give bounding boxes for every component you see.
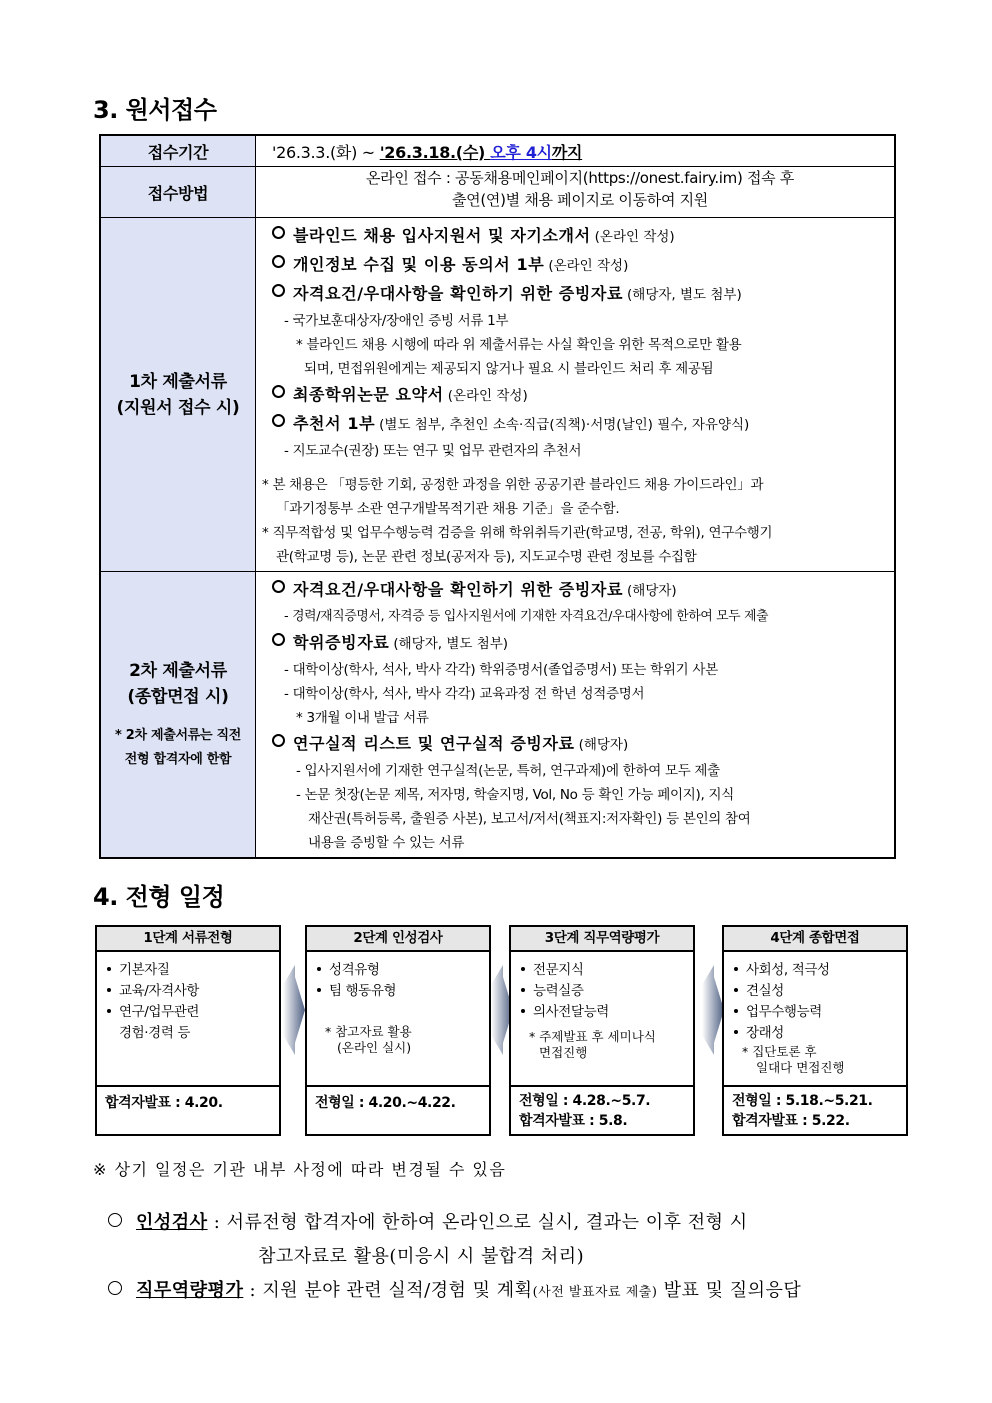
competency-eval-text-a: : 지원 분야 관련 실적/경험 및 계획 [243,1280,533,1301]
stage-bullet: 사회성, 적극성 [732,960,906,981]
stage-bullet: 연구/업무관련 [105,1002,279,1023]
schedule-change-notice: ※ 상기 일정은 기관 내부 사정에 따라 변경될 수 있음 [93,1160,507,1179]
circle-bullet-icon [272,734,285,747]
circle-bullet-icon [108,1281,122,1295]
stage-bullet: 능력실증 [519,981,693,1002]
method-value [256,167,896,218]
bullet-dot-icon [317,967,321,971]
second-docs-label-note2: 전형 합격자에 한함 [124,751,232,767]
chevron-arrow-icon [281,965,305,1055]
section-title-schedule: 4. 전형 일정 [93,883,225,911]
stage-header: 4단계 종합면접 [724,927,906,952]
competency-eval-description [108,1276,801,1302]
stage-bullet: 기본자질 [105,960,279,981]
stage-header: 2단계 인성검사 [307,927,489,952]
chevron-arrow-icon [700,965,724,1055]
data-collection-notice: * 직무적합성 및 업무수행능력 검증을 위해 학위취득기관(학교명, 전공, 학위), 연구수행기 [262,525,773,541]
stage-body [511,952,693,1087]
second-docs-label [100,572,256,859]
competency-eval-text-b: 발표 및 질의응답 [657,1280,802,1301]
first-doc-subitem: - 국가보훈대상자/장애인 증빙 서류 1부 [284,313,509,329]
bullet-dot-icon [521,1009,525,1013]
first-doc-star-note: * 블라인드 채용 시행에 따라 위 제출서류는 사실 확인을 위한 목적으로만 활용 [296,337,742,353]
first-doc-item: 블라인드 채용 입사지원서 및 자기소개서 (온라인 작성) [272,222,888,251]
stage-bullet-cont: 경험·경력 등 [119,1025,190,1041]
stage-bullet: 전문지식 [519,960,693,981]
stage-body [307,952,489,1087]
personality-test-description-cont: 참고자료로 활용(미응시 시 불합격 처리) [258,1246,585,1267]
stage-bullet: 성격유형 [315,960,489,981]
second-doc-subitem-cont: 내용을 증빙할 수 있는 서류 [308,835,465,851]
second-doc-subitem-cont: 재산권(특허등록, 출원증 사본), 보고서/저서(책표지:저자확인) 등 본인의 참여 [308,811,751,827]
stage-footer [511,1087,693,1131]
second-doc-subitem: - 대학이상(학사, 석사, 박사 각각) 교육과정 전 학년 성적증명서 [284,686,645,702]
second-doc-item: 자격요건/우대사항을 확인하기 위한 증빙자료 (해당자) [272,576,888,605]
period-value [256,135,896,167]
second-doc-subitem: - 경력/재직증명서, 자격증 등 입사지원서에 기재한 자격요건/우대사항에 한하여 모두 제출 [284,609,769,624]
second-docs-label-line2: (종합면접 시) [127,686,229,707]
stage-body [724,952,906,1087]
period-end-suffix: 까지 [551,142,583,162]
row-application-period [100,135,895,167]
first-doc-subitem: - 지도교수(권장) 또는 연구 및 업무 관련자의 추천서 [284,443,582,459]
method-line-2: 출연(연)별 채용 페이지로 이동하여 지원 [451,191,709,209]
stage-bullet: 교육/자격사항 [105,981,279,1002]
second-doc-subitem: - 논문 첫장(논문 제목, 저자명, 학술지명, Vol, No 등 확인 가능 페이지), 지식 [296,787,734,803]
first-doc-item: 최종학위논문 요약서 (온라인 작성) [272,381,888,410]
bullet-dot-icon [107,967,111,971]
stage-result-date: 합격자발표 : 5.8. [519,1113,628,1129]
stage-header: 3단계 직무역량평가 [511,927,693,952]
bullet-dot-icon [734,1030,738,1034]
personality-test-description [108,1208,748,1234]
stage-footer [724,1087,906,1131]
second-docs-label-line1: 2차 제출서류 [129,660,227,681]
stage-4-box [722,925,908,1136]
section-title-application: 3. 원서접수 [93,96,217,124]
stage-note-cont: 면접진행 [539,1045,588,1060]
bullet-dot-icon [734,988,738,992]
bullet-dot-icon [107,988,111,992]
second-docs-content [256,572,896,859]
second-doc-item: 연구실적 리스트 및 연구실적 증빙자료 (해당자) [272,730,888,759]
row-second-documents [100,572,895,859]
row-application-method [100,167,895,218]
circle-bullet-icon [108,1213,122,1227]
first-docs-label-line2: (지원서 접수 시) [116,397,240,418]
period-start: '26.3.3.(화) ~ [272,142,380,162]
first-docs-content [256,218,896,572]
personality-test-term: 인성검사 [136,1212,208,1233]
stage-bullet: 장래성 [732,1023,906,1044]
stage-3-box [509,925,695,1136]
row-first-documents [100,218,895,572]
bullet-dot-icon [521,967,525,971]
stage-note-cont: 일대다 면접진행 [756,1060,845,1075]
stage-note-cont: (온라인 실시) [337,1040,412,1055]
stage-bullet: 견실성 [732,981,906,1002]
circle-bullet-icon [272,414,285,427]
stage-note: * 참고자료 활용 [325,1024,412,1039]
second-docs-label-note1: * 2차 제출서류는 직전 [115,727,241,743]
stage-footer [307,1087,489,1113]
second-doc-star-note: * 3개월 이내 발급 서류 [296,710,429,726]
competency-eval-term: 직무역량평가 [136,1280,244,1301]
second-doc-subitem: - 입사지원서에 기재한 연구실적(논문, 특허, 연구과제)에 한하여 모두 제출 [296,763,720,779]
period-label: 접수기간 [100,135,256,167]
application-table [99,134,896,859]
method-line-1: 온라인 접수 : 공동채용메인페이지(https://onest.fairy.im) 접속 후 [365,169,795,187]
stage-exam-date: 전형일 : 4.28.~5.7. [519,1093,651,1109]
circle-bullet-icon [272,284,285,297]
stage-1-box [95,925,281,1136]
bullet-dot-icon [734,1009,738,1013]
stage-2-box [305,925,491,1136]
bullet-dot-icon [734,967,738,971]
period-end-date: '26.3.18.(수) [379,142,491,162]
data-collection-notice-cont: 관(학교명 등), 논문 관련 정보(공저자 등), 지도교수명 관련 정보를 수집함 [276,549,697,565]
stage-note: * 집단토론 후 [742,1044,817,1059]
stage-note: * 주제발표 후 세미나식 [529,1029,656,1044]
stage-bullet: 팀 행동유형 [315,981,489,1002]
circle-bullet-icon [272,385,285,398]
stage-exam-date: 전형일 : 4.20.~4.22. [315,1095,456,1111]
first-doc-star-note-cont: 되며, 면접위원에게는 제공되지 않거나 필요 시 블라인드 처리 후 제공됨 [304,361,714,377]
stage-footer [97,1087,279,1113]
blind-hiring-notice: * 본 채용은 「평등한 기회, 공정한 과정을 위한 공공기관 블라인드 채용 가이드라인」과 [262,477,764,493]
circle-bullet-icon [272,226,285,239]
first-doc-item: 자격요건/우대사항을 확인하기 위한 증빙자료 (해당자, 별도 첨부) [272,280,888,309]
bullet-dot-icon [521,988,525,992]
personality-test-text: : 서류전형 합격자에 한하여 온라인으로 실시, 결과는 이후 전형 시 [207,1212,748,1233]
first-docs-label-line1: 1차 제출서류 [129,371,227,392]
circle-bullet-icon [272,580,285,593]
period-end-time: 오후 4시 [490,142,552,162]
second-doc-item: 학위증빙자료 (해당자, 별도 첨부) [272,629,888,658]
first-doc-item: 개인정보 수집 및 이용 동의서 1부 (온라인 작성) [272,251,888,280]
first-doc-item: 추천서 1부 (별도 첨부, 추천인 소속·직급(직책)·서명(날인) 필수, 자유양식) [272,410,888,439]
bullet-dot-icon [317,988,321,992]
stage-result-date: 합격자발표 : 4.20. [105,1095,223,1111]
competency-eval-text-small: (사전 발표자료 제출) [532,1285,658,1300]
circle-bullet-icon [272,255,285,268]
first-docs-label [100,218,256,572]
stage-bullet: 업무수행능력 [732,1002,906,1023]
circle-bullet-icon [272,633,285,646]
bullet-dot-icon [107,1009,111,1013]
stage-result-date: 합격자발표 : 5.22. [732,1113,850,1129]
stage-bullet: 의사전달능력 [519,1002,693,1023]
second-doc-subitem: - 대학이상(학사, 석사, 박사 각각) 학위증명서(졸업증명서) 또는 학위기 사본 [284,662,718,678]
stage-exam-date: 전형일 : 5.18.~5.21. [732,1093,873,1109]
method-label: 접수방법 [100,167,256,218]
stage-header: 1단계 서류전형 [97,927,279,952]
blind-hiring-notice-cont: 「과기정통부 소관 연구개발목적기관 채용 기준」을 준수함. [276,501,620,517]
stage-body [97,952,279,1087]
